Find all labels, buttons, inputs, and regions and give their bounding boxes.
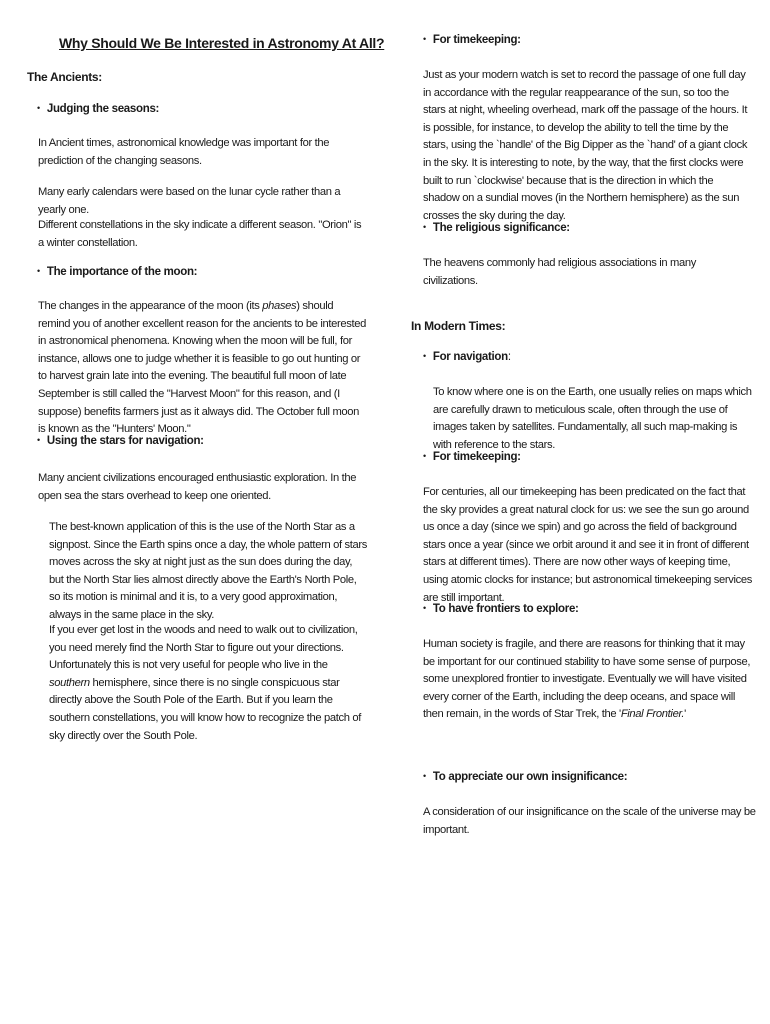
bullet-icon: •: [423, 351, 426, 361]
paragraph-timekeeping-modern: For centuries, all our timekeeping has been predicated on the fact that the sky provides a great natural clock for us: we see the sun go around us once a day (since we spin) and go across the field of background stars once a year (since we orbit around it and see it in front of different stars at different times). There are now other ways of keeping time, using atomic clocks for instance; but astronomical timekeeping services are still important.: [423, 486, 752, 604]
bullet-icon: •: [423, 451, 426, 461]
paragraph-lost-woods: [49, 622, 367, 745]
paragraph-text: Human society is fragile, and there are reasons for thinking that it may be important for our continued stability to have some sense of purpose, some unexplored frontier to investigate. Eventually we will have visited every corner of the Earth, including the deep oceans, and space will then remain, in the words of Star Trek, the ': [423, 638, 751, 721]
bullet-religious: [423, 222, 570, 234]
bullet-icon: •: [37, 266, 40, 276]
paragraph-navigation-modern: To know where one is on the Earth, one usually relies on maps which are carefully drawn to meticulous scale, often through the use of images taken by satellites. Fundamentally, all such map-making is with reference to the stars.: [433, 386, 752, 451]
page-title: Why Should We Be Interested in Astronomy At All?: [59, 35, 385, 51]
paragraph-seasons-2: Many early calendars were based on the lunar cycle rather than a yearly one.: [38, 186, 341, 216]
bullet-label: For navigation: [432, 351, 508, 363]
paragraph-seasons-1: In Ancient times, astronomical knowledge was important for the prediction of the changing seasons.: [38, 137, 330, 167]
bullet-label: For timekeeping:: [432, 451, 521, 463]
bullet-colon: :: [507, 351, 511, 363]
paragraph-religious: The heavens commonly had religious associations in many civilizations.: [423, 257, 697, 287]
section-heading-ancients: The Ancients:: [27, 70, 102, 84]
section-heading-modern: In Modern Times:: [411, 319, 506, 333]
bullet-icon: •: [423, 771, 426, 781]
paragraph-seasons-3: Different constellations in the sky indicate a different season. "Orion" is a winter constellation.: [38, 219, 362, 249]
bullet-moon: [37, 266, 197, 278]
bullet-label: Using the stars for navigation:: [46, 435, 204, 447]
bullet-navigation: [37, 435, 204, 447]
bullet-timekeeping-ancient: [423, 34, 521, 46]
bullet-label: The religious significance:: [432, 222, 570, 234]
bullet-icon: •: [423, 34, 426, 44]
bullet-label: To appreciate our own insignificance:: [432, 771, 628, 783]
paragraph-timekeeping-ancient: Just as your modern watch is set to record the passage of one full day in accordance with the regular reappearance of the sun, so too the stars at night, wheeling overhead, mark off the passage of the hours. It is possible, for instance, to develop the ability to tell the time by the stars, using the `handle' of the Big Dipper as the `hand' of a giant clock in the sky. It is interesting to note, by the way, that the first clocks were built to run `clockwise' because that is the direction in which the shadow on a sundial moves (in the Northern hemisphere) as the sun crosses the sky during the day.: [423, 69, 748, 222]
bullet-frontiers: [423, 603, 579, 615]
bullet-label: To have frontiers to explore:: [432, 603, 579, 615]
bullet-icon: •: [423, 603, 426, 613]
bullet-icon: •: [37, 103, 40, 113]
paragraph-navigation-1: Many ancient civilizations encouraged enthusiastic exploration. In the open sea the stars overhead to keep one oriented.: [38, 472, 357, 502]
paragraph-text: ) should remind you of another excellent reason for the ancients to be interested in astronomical phenomena. Knowing when the moon will be full, for instance, allows one to judge whether it is feasible to go out hunting or to harvest grain late into the evening. The beautiful full moon of late September is still called the "Harvest Moon" for this reason, and (I suppose) benefits farmers just as it always did. The October full moon is known as the "Hunters' Moon.": [38, 300, 367, 436]
paragraph-emphasis: Final Frontier.: [620, 708, 685, 721]
paragraph-emphasis: phases: [262, 300, 297, 312]
paragraph-text: If you ever get lost in the woods and need to walk out to civilization, you need merely find the North Star to figure out your directions. Unfortunately this is not very useful for people who live in the: [49, 624, 358, 672]
bullet-icon: •: [423, 222, 426, 232]
paragraph-text: ': [684, 708, 686, 721]
bullet-navigation-modern: [423, 351, 511, 363]
paragraph-frontiers: [423, 636, 753, 724]
bullet-insignificance: [423, 771, 627, 783]
bullet-label: The importance of the moon:: [46, 266, 198, 278]
bullet-judging-seasons: [37, 103, 159, 115]
bullet-icon: •: [37, 435, 40, 445]
bullet-label: Judging the seasons:: [46, 103, 160, 115]
paragraph-emphasis: southern: [49, 676, 90, 689]
paragraph-insignificance: A consideration of our insignificance on the scale of the universe may be important.: [423, 806, 756, 836]
paragraph-moon: [38, 298, 368, 439]
bullet-timekeeping-modern: [423, 451, 521, 463]
bullet-label: For timekeeping:: [432, 34, 521, 46]
paragraph-text: hemisphere, since there is no single conspicuous star directly above the South Pole of the Earth. But if you learn the southern constellations, you will know how to recognize the patch of sky directly over the South Pole.: [49, 676, 362, 742]
paragraph-text: The changes in the appearance of the moon (its: [38, 300, 263, 312]
paragraph-north-star: The best-known application of this is the use of the North Star as a signpost. Since the Earth spins once a day, the whole pattern of stars moves across the sky at night just as the sun does during the day, but the North Star lies almost directly above the Earth's North Pole, so its motion is minimal and it is, to a very good approximation, always in the same place in the sky.: [49, 521, 367, 621]
